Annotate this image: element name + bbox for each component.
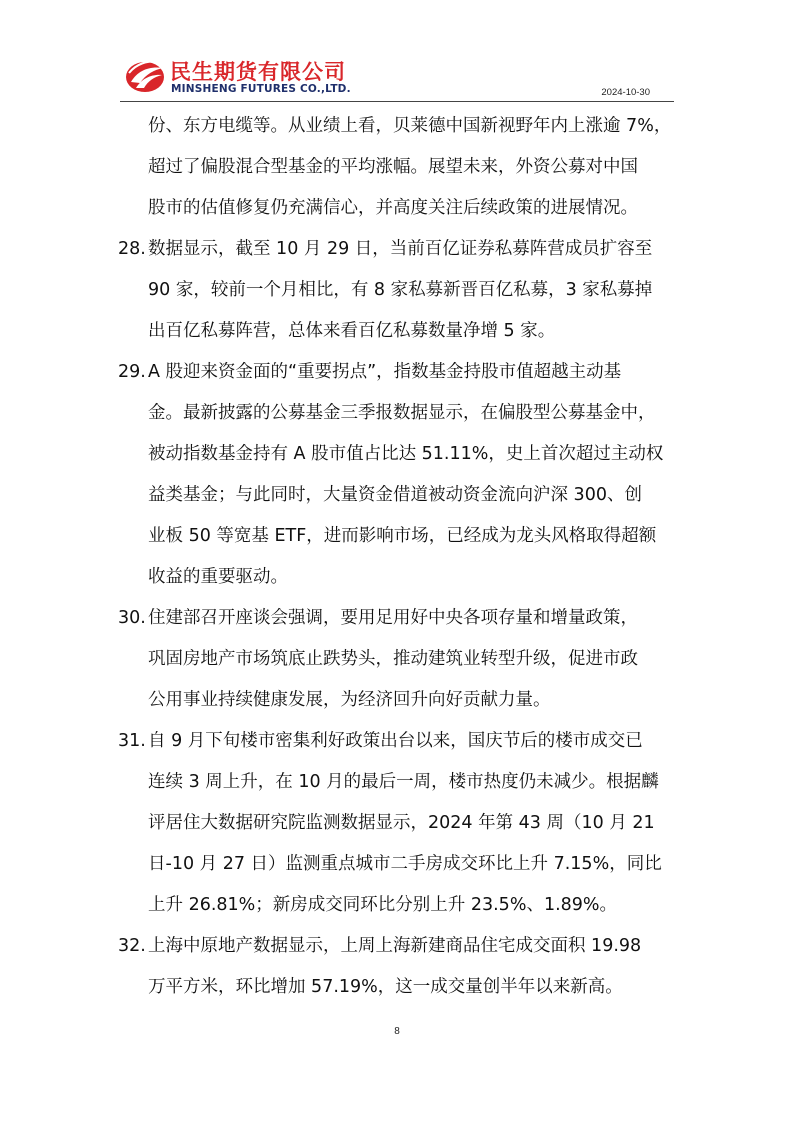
paragraph-line: 收益的重要驱动。 [148, 567, 288, 587]
paragraph-line: 出百亿私募阵营，总体来看百亿私募数量净增 5 家。 [148, 321, 556, 341]
paragraph-line: 评居住大数据研究院监测数据显示，2024 年第 43 周（10 月 21 [148, 813, 655, 833]
page-header [120, 50, 674, 102]
paragraph-line: 股市的估值修复仍充满信心，并高度关注后续政策的进展情况。 [148, 198, 638, 218]
paragraph-line: 公用事业持续健康发展，为经济回升向好贡献力量。 [148, 690, 551, 710]
paragraph-line: 业板 50 等宽基 ETF，进而影响市场，已经成为龙头风格取得超额 [148, 526, 657, 546]
news-item [118, 721, 678, 926]
report-date: 2024-10-30 [601, 87, 650, 98]
paragraph-line: 日-10 月 27 日）监测重点城市二手房成交环比上升 7.15%，同比 [148, 854, 662, 874]
paragraph-line: 巩固房地产市场筑底止跌势头，推动建筑业转型升级，促进市政 [148, 649, 638, 669]
paragraph-line: 连续 3 周上升，在 10 月的最后一周，楼市热度仍未减少。根据麟 [148, 772, 659, 792]
paragraph-line: 益类基金；与此同时，大量资金借道被动资金流向沪深 300、创 [148, 485, 642, 505]
paragraph-line: 自 9 月下旬楼市密集利好政策出台以来，国庆节后的楼市成交已 [148, 731, 643, 751]
news-item [118, 598, 678, 721]
item-number: 29. [118, 362, 146, 382]
paragraph-line: 上海中原地产数据显示，上周上海新建商品住宅成交面积 19.98 [148, 936, 642, 956]
item-number: 28. [118, 239, 146, 259]
paragraph-line: A 股迎来资金面的“重要拐点”，指数基金持股市值超越主动基 [148, 362, 622, 382]
paragraph-line: 上升 26.81%；新房成交同环比分别上升 23.5%、1.89%。 [148, 895, 618, 915]
company-name-cn: 民生期货有限公司 [170, 60, 346, 84]
paragraph-line: 数据显示，截至 10 月 29 日，当前百亿证券私募阵营成员扩容至 [148, 239, 653, 259]
news-item [118, 106, 678, 229]
paragraph-line: 金。最新披露的公募基金三季报数据显示，在偏股型公募基金中， [148, 403, 656, 423]
company-logo-icon [124, 56, 166, 96]
paragraph-line: 份、东方电缆等。从业绩上看，贝莱德中国新视野年内上涨逾 7%， [148, 116, 672, 136]
header-divider [120, 101, 674, 102]
page-number: 8 [394, 1026, 400, 1037]
paragraph-line: 被动指数基金持有 A 股市值占比达 51.11%，史上首次超过主动权 [148, 444, 664, 464]
paragraph-line: 超过了偏股混合型基金的平均涨幅。展望未来，外资公募对中国 [148, 157, 638, 177]
item-number: 30. [118, 608, 146, 628]
paragraph-line: 90 家，较前一个月相比，有 8 家私募新晋百亿私募，3 家私募掉 [148, 280, 653, 300]
news-item [118, 229, 678, 352]
paragraph-line: 住建部召开座谈会强调，要用足用好中央各项存量和增量政策， [148, 608, 638, 628]
item-number: 31. [118, 731, 146, 751]
news-item [118, 926, 678, 1008]
paragraph-line: 万平方米，环比增加 57.19%，这一成交量创半年以来新高。 [148, 977, 623, 997]
news-list [118, 106, 678, 1008]
news-item [118, 352, 678, 598]
company-name-en: MINSHENG FUTURES CO.,LTD. [171, 83, 351, 95]
item-number: 32. [118, 936, 146, 956]
